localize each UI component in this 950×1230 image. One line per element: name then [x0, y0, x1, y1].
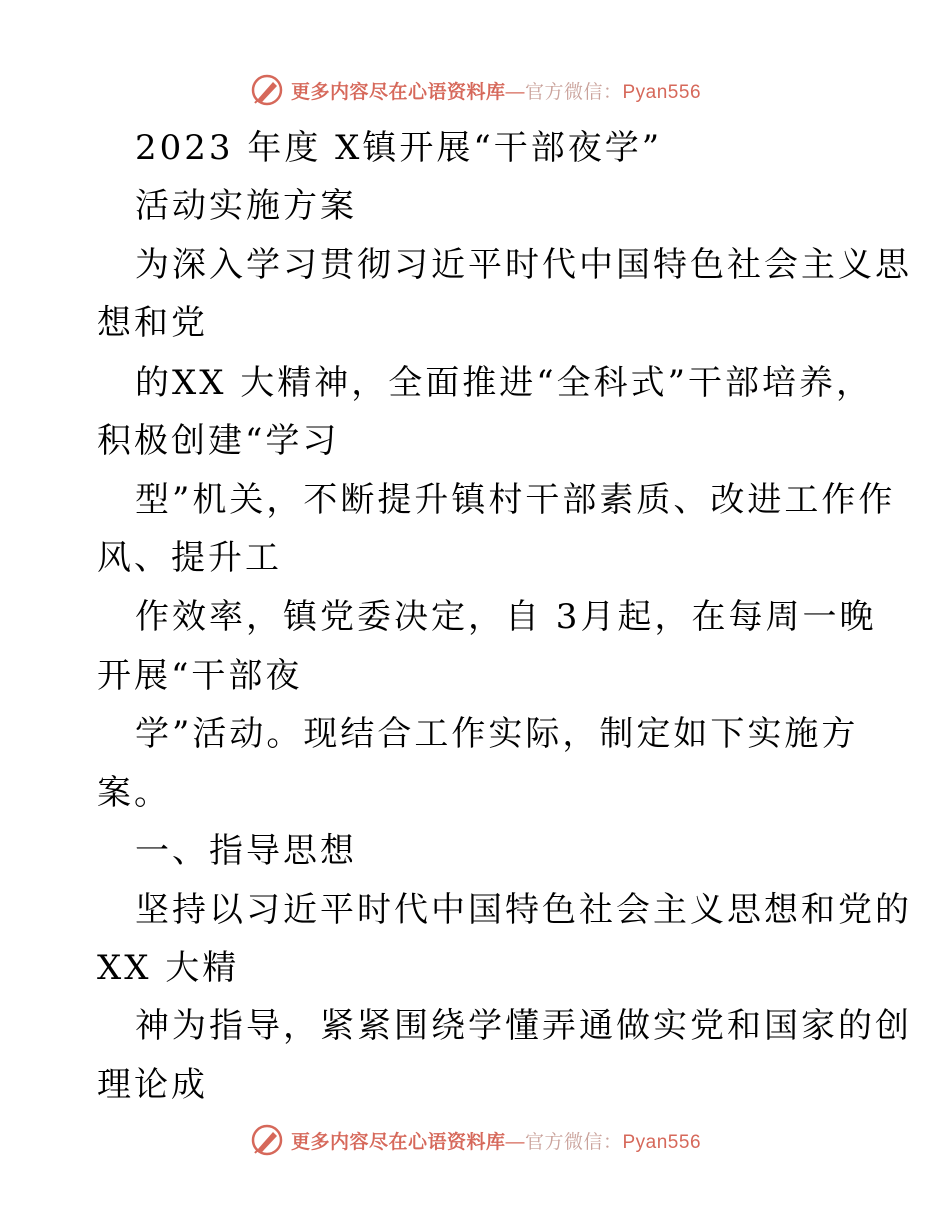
doc-line: 积极创建“学习 — [97, 421, 340, 461]
doc-line: 想和党 — [97, 303, 208, 343]
watermark-dash: — — [505, 1131, 525, 1153]
doc-line: XX 大精 — [97, 948, 240, 988]
doc-line: 为深入学习贯彻习近平时代中国特色社会主义思 — [135, 245, 912, 285]
watermark-content — [249, 1122, 701, 1158]
watermark-label: 官方微信： — [524, 81, 623, 103]
doc-line: 坚持以习近平时代中国特色社会主义思想和党的 — [135, 890, 912, 930]
doc-line: 理论成 — [97, 1065, 208, 1105]
pen-logo-icon — [249, 1122, 285, 1158]
watermark-banner-top — [0, 70, 950, 110]
doc-line: 学”活动。现结合工作实际，制定如下实施方 — [135, 714, 859, 754]
doc-line: 型”机关，不断提升镇村干部素质、改进工作作 — [135, 480, 896, 520]
doc-line: 作效率，镇党委决定，自 3月起，在每周一晚 — [135, 597, 877, 637]
watermark-banner-bottom — [0, 1120, 950, 1160]
doc-line: 案。 — [97, 773, 171, 813]
watermark-text — [291, 77, 701, 104]
watermark-id: Pyan556 — [622, 1131, 702, 1153]
doc-title-line-1: 2023 年度 X镇开展“干部夜学” — [135, 128, 663, 168]
watermark-content — [249, 72, 701, 108]
watermark-brand: 更多内容尽在心语资料库 — [290, 1131, 506, 1153]
watermark-dash: — — [505, 81, 525, 103]
doc-title-line-2: 活动实施方案 — [135, 186, 357, 226]
watermark-id: Pyan556 — [622, 81, 702, 103]
section-heading: 一、指导思想 — [135, 831, 357, 871]
doc-line: 神为指导，紧紧围绕学懂弄通做实党和国家的创 — [135, 1006, 912, 1046]
watermark-label: 官方微信： — [524, 1131, 623, 1153]
doc-line: 风、提升工 — [97, 538, 282, 578]
watermark-brand: 更多内容尽在心语资料库 — [290, 81, 506, 103]
doc-line: 的XX 大精神，全面推进“全科式”干部培养， — [135, 363, 873, 403]
watermark-text — [291, 1127, 701, 1154]
doc-line: 开展“干部夜 — [97, 656, 303, 696]
pen-logo-icon — [249, 72, 285, 108]
